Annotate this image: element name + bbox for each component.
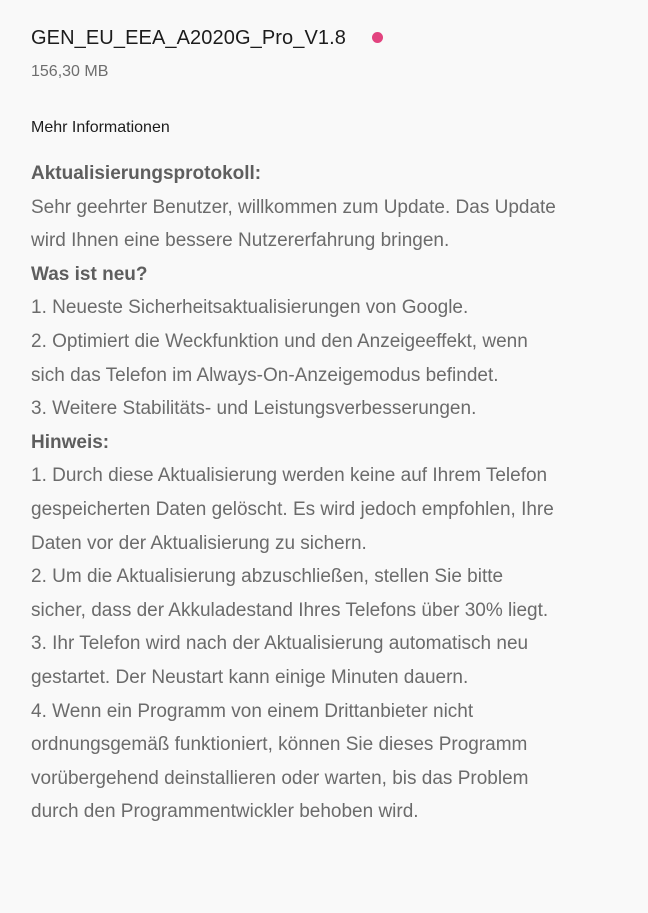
changelog-line: 2. Um die Aktualisierung abzuschließen, stellen Sie bitte <box>31 566 504 588</box>
changelog-heading: Aktualisierungsprotokoll: <box>31 163 262 184</box>
changelog-line: Daten vor der Aktualisierung zu sichern. <box>31 532 367 554</box>
changelog-heading: Was ist neu? <box>31 263 148 285</box>
changelog-line: ordnungsgemäß funktioniert, können Sie dieses Programm <box>31 734 528 756</box>
changelog-heading: Hinweis: <box>31 431 110 453</box>
changelog-line: sicher, dass der Akkuladestand Ihres Telefons über 30% liegt. <box>31 599 549 621</box>
changelog-line: 1. Neueste Sicherheitsaktualisierungen von Google. <box>31 297 469 319</box>
changelog-line: gestartet. Der Neustart kann einige Minuten dauern. <box>31 666 469 688</box>
firmware-version-title: GEN_EU_EEA_A2020G_Pro_V1.8 <box>31 27 347 49</box>
changelog-line: 4. Wenn ein Programm von einem Drittanbieter nicht <box>31 700 474 722</box>
changelog-line: sich das Telefon im Always-On-Anzeigemodus befindet. <box>31 364 499 386</box>
changelog-line: 3. Weitere Stabilitäts- und Leistungsverbesserungen. <box>31 398 477 420</box>
changelog-line: 1. Durch diese Aktualisierung werden keine auf Ihrem Telefon <box>31 465 548 487</box>
update-file-size: 156,30 MB <box>31 63 109 80</box>
more-info-link[interactable]: Mehr Informationen <box>31 119 170 136</box>
changelog-line: gespeicherten Daten gelöscht. Es wird jedoch empfohlen, Ihre <box>31 498 554 520</box>
changelog-line: wird Ihnen eine bessere Nutzererfahrung bringen. <box>31 230 450 252</box>
changelog-line: 3. Ihr Telefon wird nach der Aktualisierung automatisch neu <box>31 633 529 655</box>
changelog-line: vorübergehend deinstallieren oder warten, bis das Problem <box>31 767 529 789</box>
changelog-line: 2. Optimiert die Weckfunktion und den Anzeigeeffekt, wenn <box>31 330 528 352</box>
new-update-dot-icon <box>372 32 383 43</box>
changelog-text <box>31 157 621 829</box>
update-header <box>31 26 383 50</box>
changelog-line: Sehr geehrter Benutzer, willkommen zum Update. Das Update <box>31 196 556 218</box>
changelog-line: durch den Programmentwickler behoben wird. <box>31 801 419 823</box>
